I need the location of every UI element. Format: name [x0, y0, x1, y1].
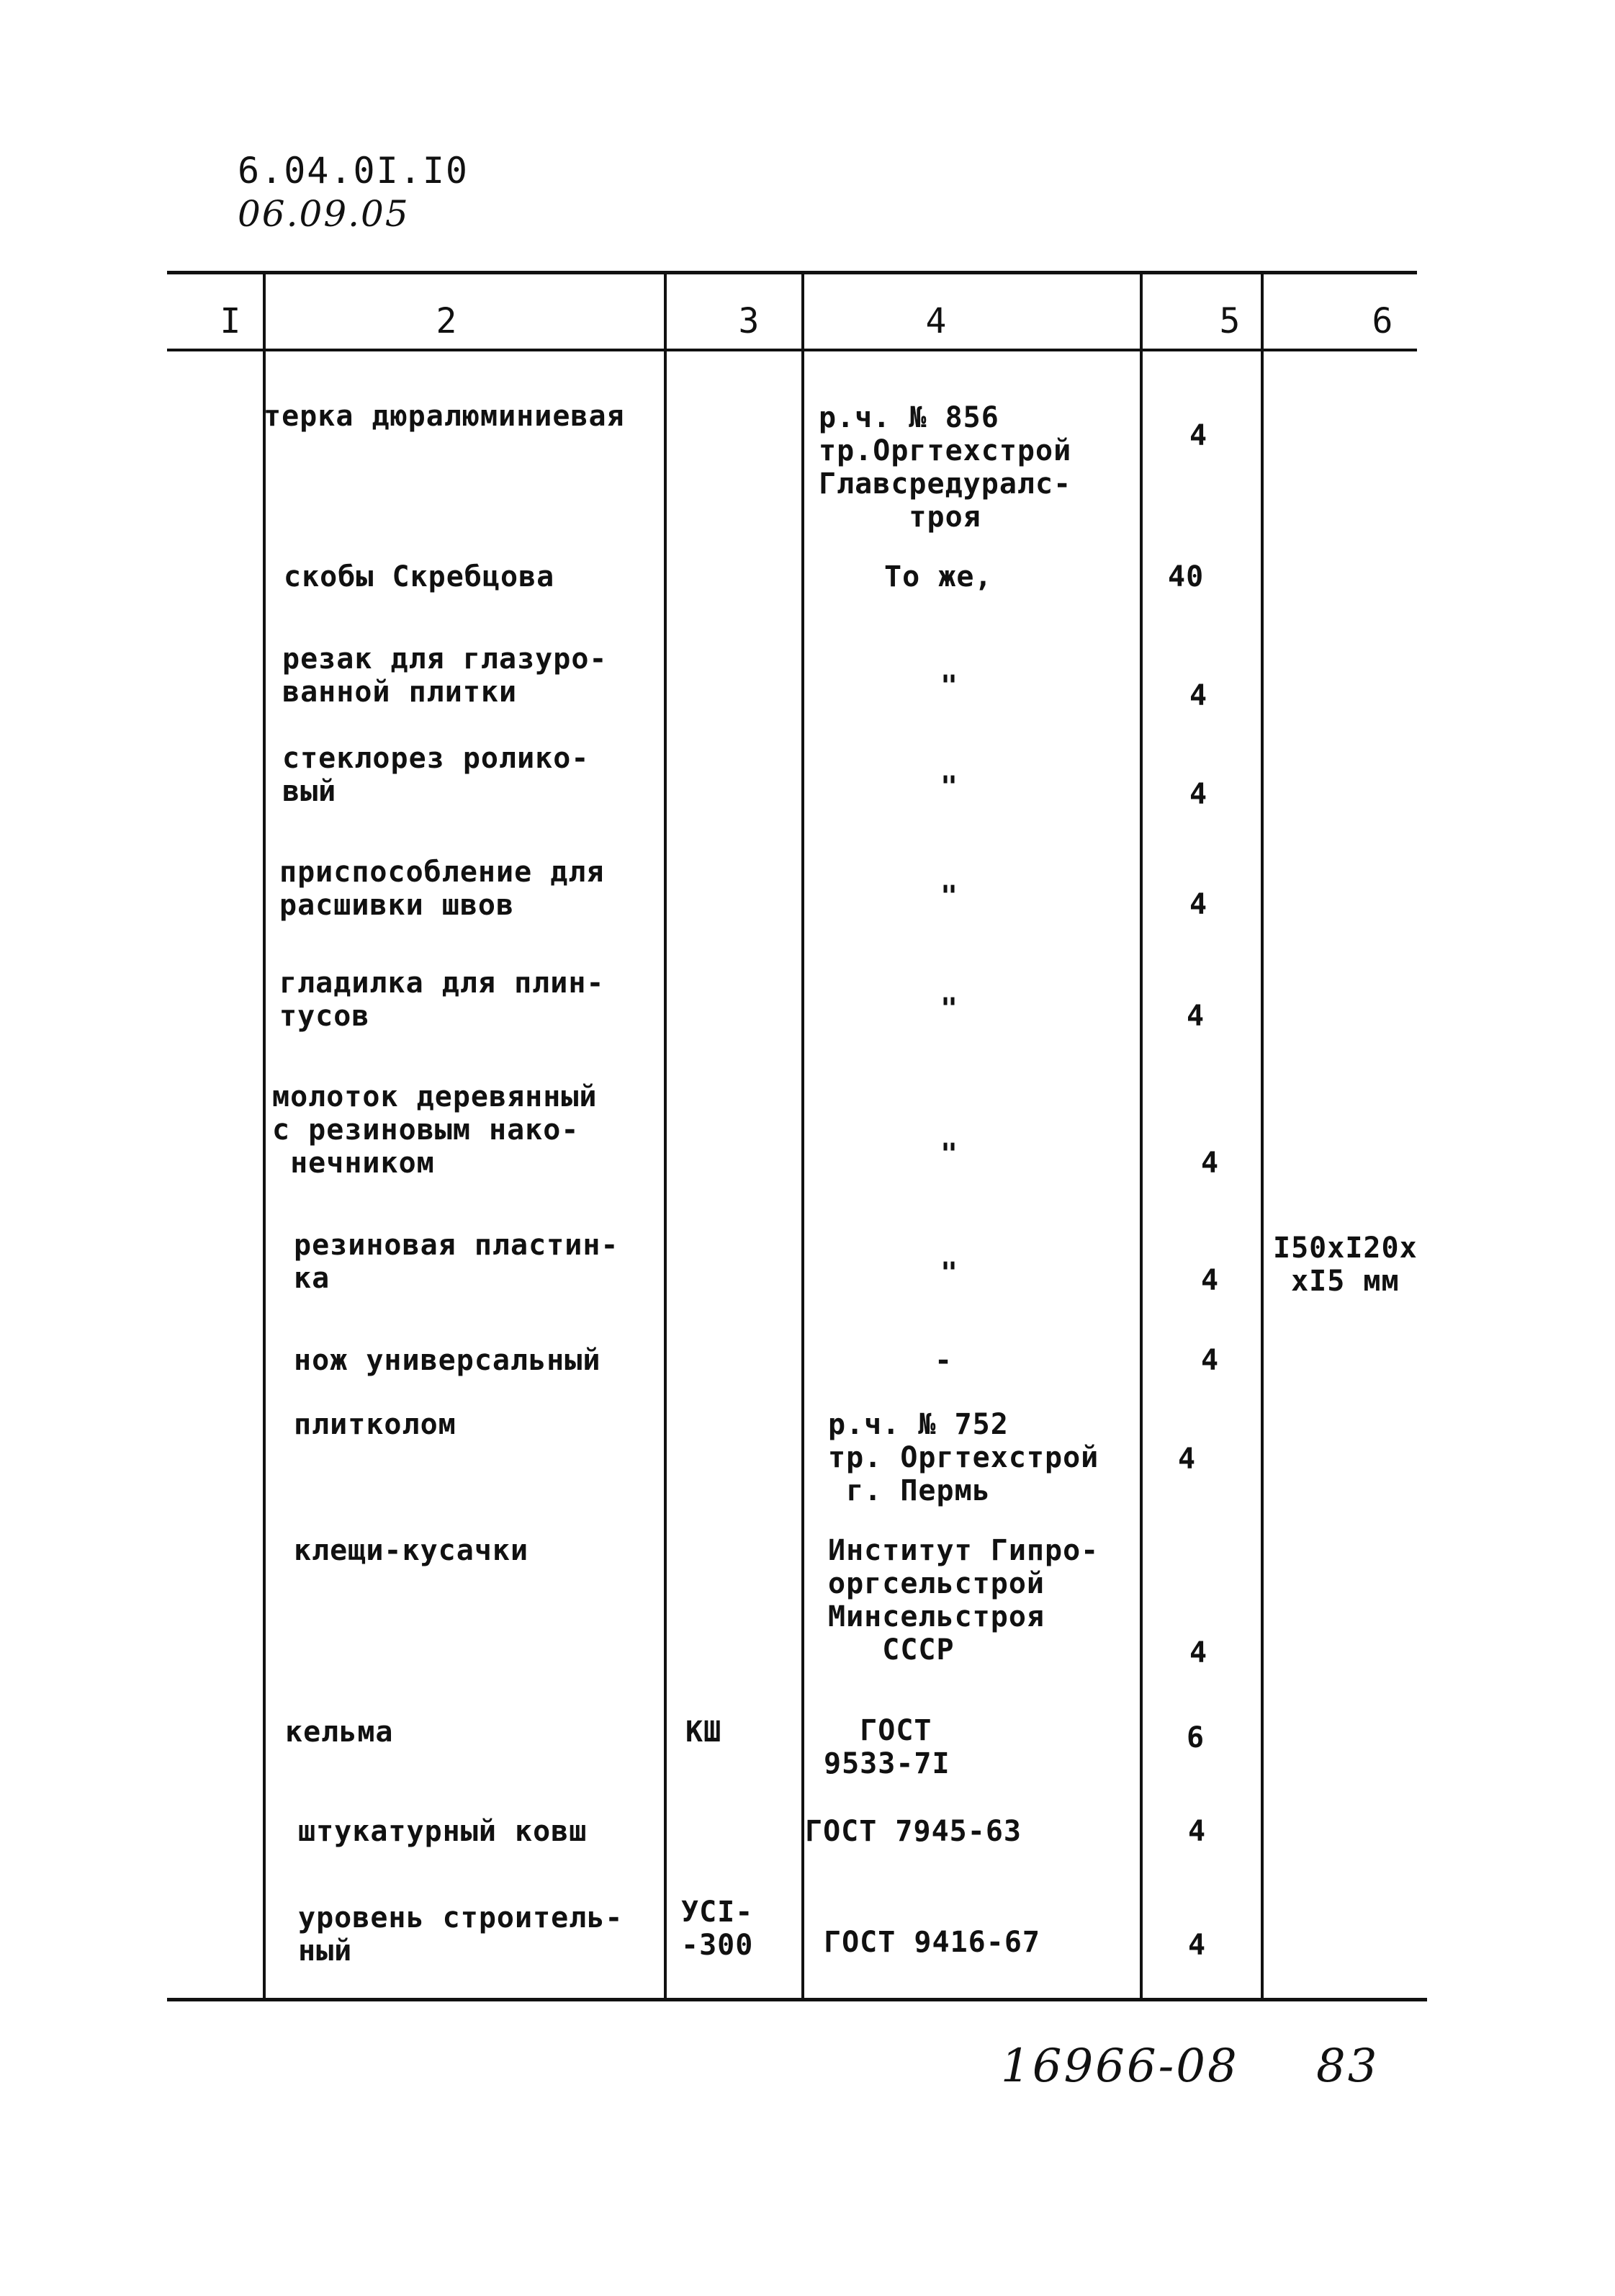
row-4-source: "	[940, 771, 959, 804]
row-4-name: стеклорез ролико- вый	[282, 742, 590, 808]
footer-page-number: 83	[1316, 2040, 1380, 2093]
row-13-name: штукатурный ковш	[298, 1815, 588, 1848]
row-9-name: нож универсальный	[294, 1344, 601, 1377]
row-7-qty: 4	[1201, 1147, 1220, 1180]
row-7-name: молоток деревянный с резиновым нако- нечником	[272, 1080, 598, 1180]
row-1-source: р.ч. № 856 тр.Оргтехстрой Главсредуралс- троя	[819, 401, 1072, 534]
row-9-source: -	[935, 1344, 953, 1377]
document-date: 06.09.05	[238, 193, 410, 235]
column-header-5: 5	[1219, 301, 1241, 341]
column-header-1: I	[220, 301, 241, 341]
row-1-qty: 4	[1189, 419, 1208, 452]
row-12-qty: 6	[1187, 1721, 1205, 1754]
row-3-qty: 4	[1189, 679, 1208, 712]
row-13-source: ГОСТ 7945-63	[805, 1815, 1022, 1848]
header-bottom-rule	[167, 349, 1417, 351]
row-8-note: I50xI20x xI5 мм	[1273, 1232, 1418, 1298]
row-4-qty: 4	[1189, 778, 1208, 811]
row-11-source: Институт Гипро- оргсельстрой Минсельстроя СССР	[828, 1534, 1099, 1667]
column-header-6: 6	[1372, 301, 1393, 341]
row-5-name: приспособление для расшивки швов	[279, 856, 605, 922]
row-14-type: УСI- -300	[681, 1896, 754, 1962]
row-8-source: "	[940, 1257, 959, 1290]
table-bottom-rule	[167, 1998, 1427, 2001]
column-divider-5	[1261, 271, 1264, 1999]
row-12-source: ГОСТ 9533-7I	[824, 1714, 950, 1780]
column-divider-3	[801, 271, 804, 1999]
row-8-name: резиновая пластин- ка	[294, 1229, 619, 1295]
row-14-name: уровень строитель- ный	[298, 1901, 624, 1968]
row-11-name: клещи-кусачки	[294, 1534, 529, 1567]
document-code: 6.04.0I.I0	[238, 150, 469, 192]
row-14-qty: 4	[1188, 1929, 1207, 1962]
column-header-4: 4	[925, 301, 947, 341]
row-13-qty: 4	[1188, 1815, 1207, 1848]
column-header-3: 3	[738, 301, 760, 341]
row-2-source: То же,	[884, 560, 993, 593]
row-2-qty: 40	[1168, 560, 1205, 593]
row-9-qty: 4	[1201, 1344, 1220, 1377]
row-5-source: "	[940, 880, 959, 913]
row-1-name: терка дюралюминиевая	[264, 400, 625, 433]
row-5-qty: 4	[1189, 888, 1208, 921]
row-3-name: резак для глазуро- ванной плитки	[282, 642, 608, 709]
row-10-name: плитколом	[294, 1408, 456, 1441]
column-divider-1	[263, 271, 266, 1999]
row-10-source: р.ч. № 752 тр. Оргтехстрой г. Пермь	[828, 1408, 1099, 1507]
row-6-name: гладилка для плин- тусов	[279, 967, 605, 1033]
row-12-type: КШ	[685, 1716, 722, 1749]
row-6-source: "	[940, 992, 959, 1026]
row-3-source: "	[940, 670, 959, 703]
row-6-qty: 4	[1187, 1000, 1205, 1033]
row-7-source: "	[940, 1138, 959, 1171]
row-2-name: скобы Скребцова	[284, 560, 555, 593]
row-10-qty: 4	[1178, 1443, 1197, 1476]
row-11-qty: 4	[1189, 1636, 1208, 1669]
row-12-name: кельма	[285, 1716, 394, 1749]
column-divider-4	[1140, 271, 1143, 1999]
row-8-qty: 4	[1201, 1264, 1220, 1297]
column-header-2: 2	[436, 301, 457, 341]
table-top-rule	[167, 271, 1417, 274]
column-divider-2	[664, 271, 667, 1999]
row-14-source: ГОСТ 9416-67	[824, 1926, 1040, 1959]
footer-document-number: 16966-08	[1001, 2040, 1239, 2093]
